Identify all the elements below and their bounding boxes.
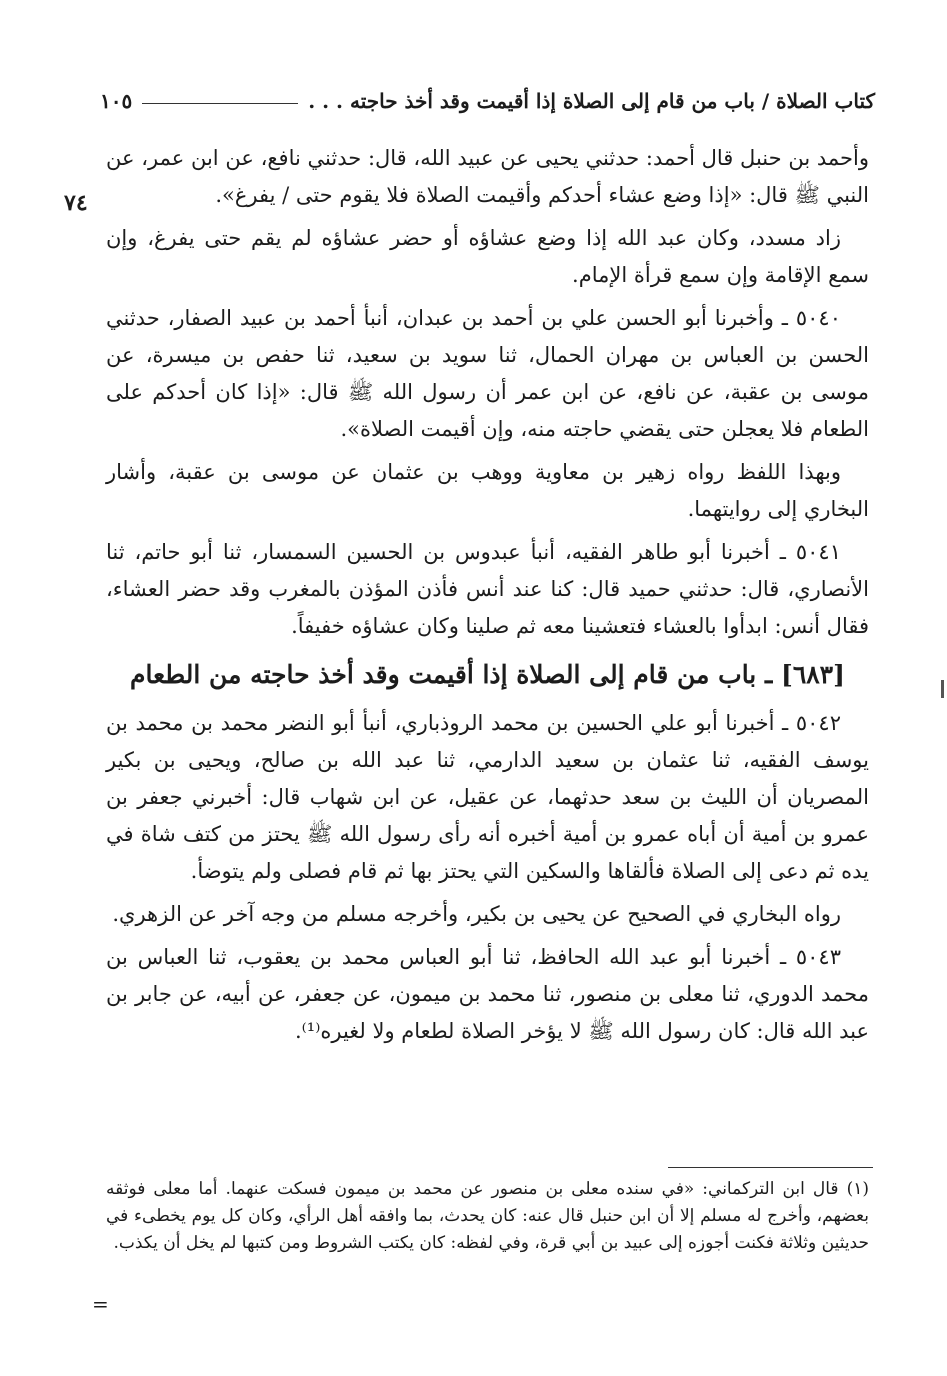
footnote-separator [668, 1167, 873, 1168]
main-text [106, 140, 869, 1056]
hadith-5042: ٥٠٤٢ ـ أخبرنا أبو علي الحسين بن محمد الروذباري، أنبأ أبو النضر محمد بن محمد بن يوسف الفقيه، ثنا عثمان بن سعيد الدارمي، ثنا عبد الله بن صالح، ويحيى بن بكير المصريان أن الليث بن سعد حدثهما، عن عقيل، عن ابن شهاب قال: أخبرني جعفر بن عمرو بن أمية أن أباه عمرو بن أمية أخبره أنه رأى رسول الله ﷺ يحتز من كتف شاة في يده ثم دعى إلى الصلاة فألقاها والسكين التي يحتز بها ثم قام فصلى ولم يتوضأ. [106, 711, 869, 883]
header-leader-line [142, 103, 298, 104]
edge-mark [941, 680, 944, 698]
hadith-5040: ٥٠٤٠ ـ وأخبرنا أبو الحسن علي بن أحمد بن عبدان، أنبأ أحمد بن عبيد الصفار، حدثني الحسن بن العباس بن مهران الحمال، ثنا سويد بن سعيد، ثنا حفص بن ميسرة، عن موسى بن عقبة، عن نافع، عن ابن عمر أن رسول الله ﷺ قال: «إذا كان أحدكم على الطعام فلا يعجلن حتى يقضي حاجته منه، وإن أقيمت الصلاة». [106, 306, 869, 441]
margin-page-reference: ٧٤ [64, 190, 88, 216]
chapter-heading: [٦٨٣] ـ باب من قام إلى الصلاة إذا أقيمت وقد أخذ حاجته من الطعام [130, 660, 845, 689]
paragraph: وأحمد بن حنبل قال أحمد: حدثني يحيى عن عبيد الله، قال: حدثني نافع، عن ابن عمر، عن النبي ﷺ قال: «إذا وضع عشاء أحدكم وأقيمت الصلاة فلا يقوم حتى / يفرغ». [106, 146, 869, 207]
paragraph: رواه البخاري في الصحيح عن يحيى بن بكير، وأخرجه مسلم من وجه آخر عن الزهري. [112, 902, 841, 926]
hadith-5041: ٥٠٤١ ـ أخبرنا أبو طاهر الفقيه، أنبأ عبدوس بن الحسين السمسار، ثنا أبو حاتم، ثنا الأنصاري، قال: حدثني حميد قال: كنا عند أنس فأذن المؤذن بالمغرب وقد حضر العشاء، فقال أنس: ابدأوا بالعشاء فتعشينا معه ثم صلينا وكان عشاؤه خفيفاً. [106, 540, 869, 638]
continuation-mark: = [92, 1292, 109, 1316]
paragraph: وبهذا اللفظ رواه زهير بن معاوية ووهب بن عثمان عن موسى بن عقبة، وأشار البخاري إلى روايتهما. [106, 460, 869, 521]
page-number: ١٠٥ [100, 89, 133, 113]
running-header [100, 84, 875, 118]
hadith-5043: ٥٠٤٣ ـ أخبرنا أبو عبد الله الحافظ، ثنا أبو العباس محمد بن يعقوب، ثنا العباس بن محمد الدوري، ثنا معلى بن منصور، ثنا محمد بن ميمون، عن جعفر، عن أبيه، عن جابر بن عبد الله قال: كان رسول الله ﷺ لا يؤخر الصلاة لطعام ولا لغيره⁽¹⁾. [106, 945, 869, 1043]
header-title: كتاب الصلاة / باب من قام إلى الصلاة إذا أقيمت وقد أخذ حاجته . . . [308, 89, 875, 113]
paragraph: زاد مسدد، وكان عبد الله إذا وضع عشاؤه أو حضر عشاؤه لم يقم حتى يفرغ، وإن سمع الإقامة وإن سمع قرأة الإمام. [106, 226, 869, 287]
footnote: (١) قال ابن التركماني: «في سنده معلى بن منصور عن محمد بن ميمون فسكت عنهما. أما معلى فوثقه بعضهم، وأخرج له مسلم إلا أن ابن حنبل قال عنه: كان يحدث، بما وافقه أهل الرأي، وكان كل يوم يخطىء في حديثين وثلاثة فكنت أجوزه إلى عبيد بن أبي قرة، وفي لفظه: كان يكتب الشروط ومن كتبها لم يخل أن يكذب. [106, 1179, 869, 1253]
